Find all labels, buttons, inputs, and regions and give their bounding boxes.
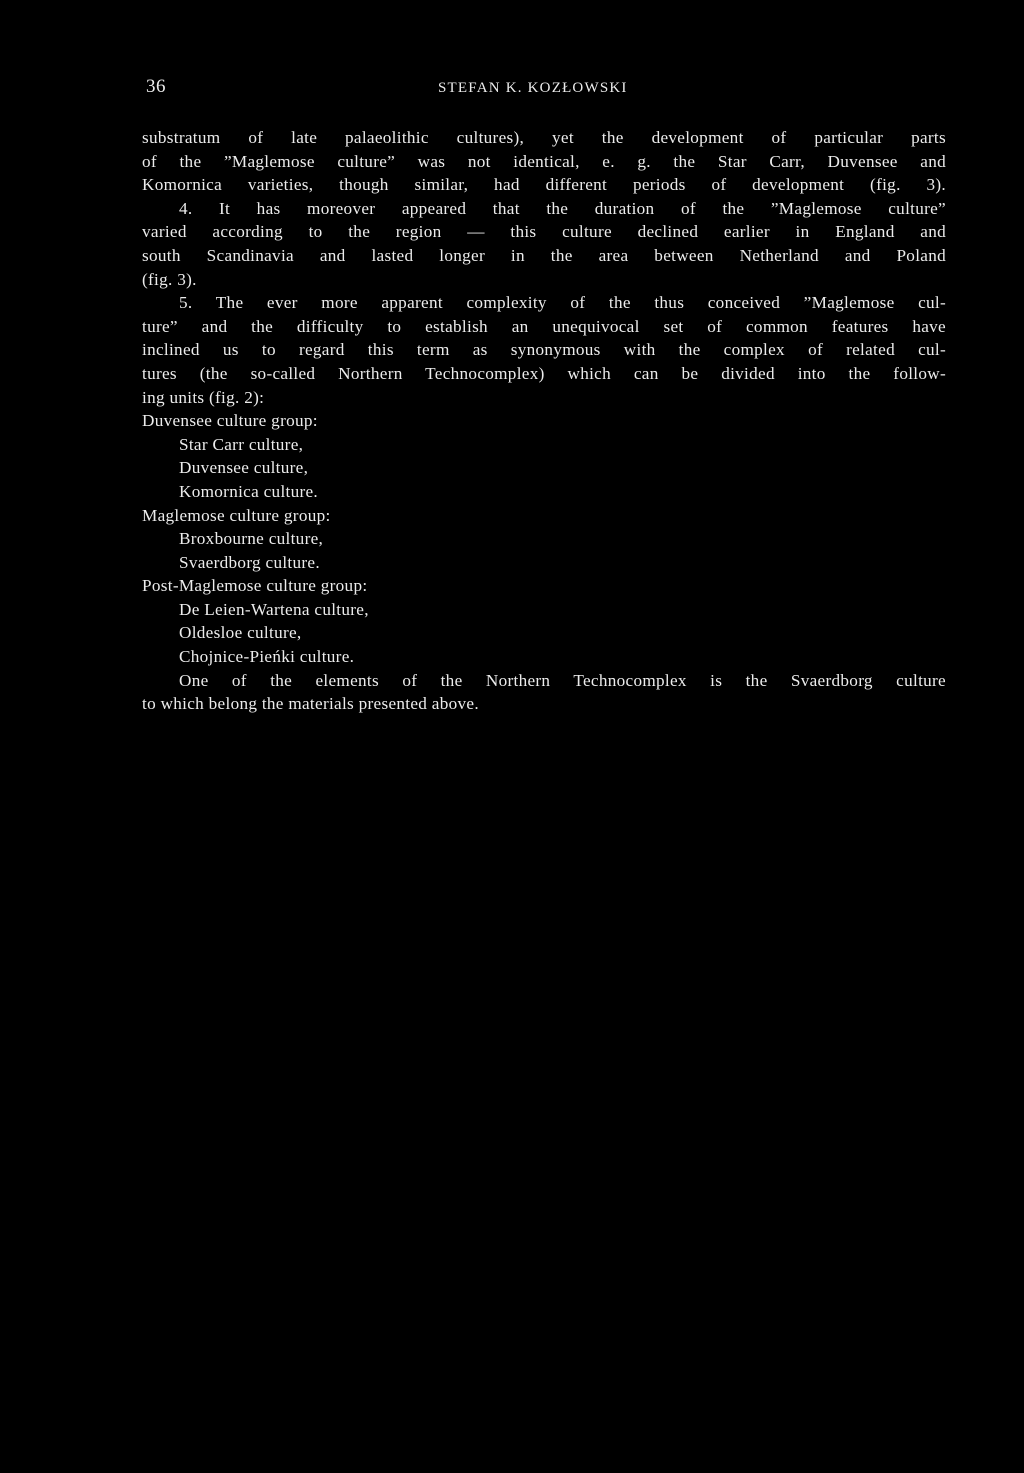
body-text <box>142 126 946 716</box>
group-heading: Maglemose culture group: <box>142 505 331 525</box>
page-header <box>146 76 946 102</box>
text-line: varied according to the region — this culture declined earlier in England and <box>142 222 946 242</box>
text-line: south Scandinavia and lasted longer in the area between Netherland and Poland <box>142 245 946 265</box>
text-line: Komornica varieties, though similar, had different periods of development (fig. 3). <box>142 175 946 195</box>
group-item: Broxbourne culture, <box>179 529 324 549</box>
text-line: ture” and the difficulty to establish an unequivocal set of common features have <box>142 316 946 336</box>
text-line: of the ”Maglemose culture” was not identical, e. g. the Star Carr, Duvensee and <box>142 151 946 171</box>
group-item: Duvensee culture, <box>179 458 309 478</box>
text-line: inclined us to regard this term as synonymous with the complex of related cul- <box>142 340 946 360</box>
text-line: to which belong the materials presented above. <box>142 694 479 714</box>
group-item: Star Carr culture, <box>179 434 304 454</box>
text-line: ing units (fig. 2): <box>142 387 265 407</box>
closing-paragraph-start: One of the elements of the Northern Technocomplex is the Svaerdborg culture <box>179 670 946 690</box>
paragraph-4-start: 4. It has moreover appeared that the duration of the ”Maglemose culture” <box>179 198 946 218</box>
paragraph-5-start: 5. The ever more apparent complexity of the thus conceived ”Maglemose cul- <box>179 293 946 313</box>
group-item: Oldesloe culture, <box>179 623 302 643</box>
running-head: STEFAN K. KOZŁOWSKI <box>438 80 628 96</box>
group-heading: Post-Maglemose culture group: <box>142 576 368 596</box>
text-line: substratum of late palaeolithic cultures), yet the development of particular parts <box>142 128 946 147</box>
group-item: Komornica culture. <box>179 481 319 501</box>
text-line: (fig. 3). <box>142 269 197 289</box>
group-item: Chojnice-Pieńki culture. <box>179 647 355 667</box>
group-item: Svaerdborg culture. <box>179 552 320 572</box>
group-item: De Leien-Wartena culture, <box>179 599 369 619</box>
page-number: 36 <box>146 76 166 97</box>
group-heading: Duvensee culture group: <box>142 411 318 431</box>
text-line: tures (the so-called Northern Technocomplex) which can be divided into the follow- <box>142 363 946 383</box>
